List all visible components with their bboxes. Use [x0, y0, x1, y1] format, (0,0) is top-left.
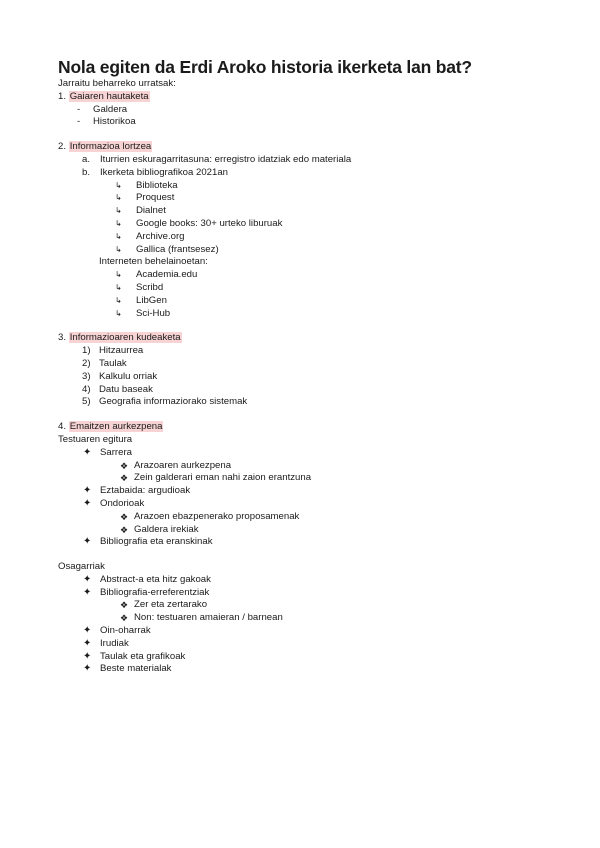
- arrow-return-icon: ↳: [115, 231, 122, 241]
- arrow-return-icon: ↳: [115, 206, 122, 216]
- list-item: [58, 231, 578, 244]
- diamond-bullet-icon: ❖: [120, 600, 129, 611]
- diamond-bullet-icon: ❖: [120, 460, 129, 471]
- list-item-text: Sarrera: [100, 446, 132, 458]
- star-bullet-icon: ✦: [83, 536, 92, 548]
- list-item-text: LibGen: [136, 294, 167, 306]
- section-number: 2.: [58, 141, 67, 153]
- list-item: [58, 345, 578, 358]
- diamond-bullet-icon: ❖: [120, 524, 129, 535]
- arrow-return-icon: ↳: [115, 193, 122, 203]
- list-item-text: Arazoaren aurkezpena: [134, 459, 232, 471]
- list-item: [58, 485, 578, 498]
- list-item: [58, 104, 578, 117]
- list-item-text: Hitzaurrea: [99, 345, 144, 357]
- list-item-text: Arazoen ebazpenerako proposamenak: [134, 510, 300, 522]
- list-item: [58, 663, 578, 676]
- list-item: [58, 447, 578, 460]
- list-item-text: Zer eta zertarako: [134, 599, 208, 611]
- section-number: 4.: [58, 421, 67, 433]
- star-bullet-icon: ✦: [83, 663, 92, 675]
- list-item: [58, 218, 578, 231]
- list-item: [58, 295, 578, 308]
- list-item-text: Proquest: [136, 192, 175, 204]
- intro-text: Jarraitu beharreko urratsak:: [58, 78, 176, 89]
- list-item: [58, 498, 578, 511]
- list-item-text: Biblioteka: [136, 179, 178, 191]
- list-item-text: Kalkulu orriak: [99, 370, 158, 382]
- osagarriak-heading: Osagarriak: [58, 561, 105, 573]
- arrow-return-icon: ↳: [115, 295, 122, 305]
- list-item-text: Google books: 30+ urteko liburuak: [136, 217, 283, 229]
- diamond-bullet-icon: ❖: [120, 511, 129, 522]
- list-item: [58, 282, 578, 295]
- list-item-text: Taulak eta grafikoak: [100, 650, 186, 662]
- list-item: [58, 154, 578, 167]
- page-title: Nola egiten da Erdi Aroko historia ikerketa lan bat?: [58, 57, 472, 77]
- list-item: [58, 599, 578, 612]
- list-item: [58, 396, 578, 409]
- list-item: [58, 574, 578, 587]
- list-item: [58, 587, 578, 600]
- list-item: [58, 269, 578, 282]
- section-2-heading: [58, 141, 578, 154]
- list-item-text: Historikoa: [93, 116, 136, 128]
- list-item: [58, 192, 578, 205]
- number-marker: 2): [82, 357, 91, 369]
- list-item-text: Galdera: [93, 103, 128, 115]
- list-item: [58, 384, 578, 397]
- number-marker: 4): [82, 383, 91, 395]
- diamond-bullet-icon: ❖: [120, 473, 129, 484]
- dash-icon: -: [77, 103, 81, 115]
- list-item-text: Beste materialak: [100, 663, 172, 675]
- list-item-text: Taulak: [99, 357, 127, 369]
- list-item-text: Zein galderari eman nahi zaion erantzuna: [134, 472, 312, 484]
- list-item: [58, 524, 578, 537]
- star-bullet-icon: ✦: [83, 625, 92, 637]
- star-bullet-icon: ✦: [83, 446, 92, 458]
- highlighted-heading: Emaitzen aurkezpena: [69, 421, 163, 433]
- list-item-text: Oin-oharrak: [100, 625, 151, 637]
- list-item: [58, 180, 578, 193]
- star-bullet-icon: ✦: [83, 650, 92, 662]
- list-item-text: Sci-Hub: [136, 307, 171, 319]
- letter-marker: a.: [82, 153, 91, 165]
- star-bullet-icon: ✦: [83, 497, 92, 509]
- star-bullet-icon: ✦: [83, 637, 92, 649]
- star-bullet-icon: ✦: [83, 485, 92, 497]
- list-item: [58, 308, 578, 321]
- section-4-heading: [58, 421, 578, 434]
- arrow-return-icon: ↳: [115, 282, 122, 292]
- list-item: [58, 625, 578, 638]
- subheading: Testuaren egitura: [58, 433, 133, 445]
- arrow-return-icon: ↳: [115, 308, 122, 318]
- list-item: [58, 244, 578, 257]
- list-item-text: Academia.edu: [136, 269, 198, 281]
- list-item-text: Geografia informaziorako sistemak: [99, 396, 248, 408]
- list-item: [58, 638, 578, 651]
- list-item-text: Archive.org: [136, 230, 185, 242]
- list-item-text: Dialnet: [136, 205, 166, 217]
- list-item: [58, 651, 578, 664]
- dash-icon: -: [77, 116, 81, 128]
- star-bullet-icon: ✦: [83, 586, 92, 598]
- list-item-text: Abstract-a eta hitz gakoak: [100, 573, 211, 585]
- list-item-text: Scribd: [136, 281, 164, 293]
- list-item-text: Non: testuaren amaieran / barnean: [134, 612, 283, 624]
- list-item-text: Bibliografia-erreferentziak: [100, 586, 210, 598]
- list-item: [58, 205, 578, 218]
- list-item: [58, 358, 578, 371]
- arrow-return-icon: ↳: [115, 180, 122, 190]
- arrow-return-icon: ↳: [115, 270, 122, 280]
- list-item-text: Eztabaida: argudioak: [100, 485, 191, 497]
- highlighted-heading: Gaiaren hautaketa: [69, 90, 149, 102]
- arrow-return-icon: ↳: [115, 218, 122, 228]
- diamond-bullet-icon: ❖: [120, 613, 129, 624]
- document-page: [58, 56, 578, 676]
- list-item: [58, 536, 578, 549]
- list-item: [58, 116, 578, 129]
- list-item: [58, 511, 578, 524]
- highlighted-heading: Informazioa lortzea: [69, 141, 152, 153]
- list-item: [58, 167, 578, 180]
- internet-label: Interneten behelainoetan:: [99, 256, 208, 268]
- list-item: [58, 460, 578, 473]
- arrow-return-icon: ↳: [115, 244, 122, 254]
- star-bullet-icon: ✦: [83, 573, 92, 585]
- section-3-heading: [58, 332, 578, 345]
- letter-marker: b.: [82, 166, 91, 178]
- list-item: [58, 371, 578, 384]
- number-marker: 1): [82, 345, 91, 357]
- list-item-text: Bibliografia eta eranskinak: [100, 536, 213, 548]
- list-item: [58, 472, 578, 485]
- list-item-text: Ikerketa bibliografikoa 2021an: [100, 166, 229, 178]
- list-item-text: Ondorioak: [100, 497, 145, 509]
- highlighted-heading: Informazioaren kudeaketa: [69, 332, 181, 344]
- section-number: 3.: [58, 332, 67, 344]
- list-item-text: Gallica (frantsesez): [136, 243, 219, 255]
- list-item: [58, 612, 578, 625]
- section-1-heading: [58, 91, 578, 104]
- list-item-text: Irudiak: [100, 637, 129, 649]
- list-item-text: Datu baseak: [99, 383, 153, 395]
- section-number: 1.: [58, 90, 67, 102]
- list-item-text: Galdera irekiak: [134, 523, 199, 535]
- list-item-text: Iturrien eskuragarritasuna: erregistro idatziak edo materiala: [100, 153, 352, 165]
- number-marker: 5): [82, 396, 91, 408]
- number-marker: 3): [82, 370, 91, 382]
